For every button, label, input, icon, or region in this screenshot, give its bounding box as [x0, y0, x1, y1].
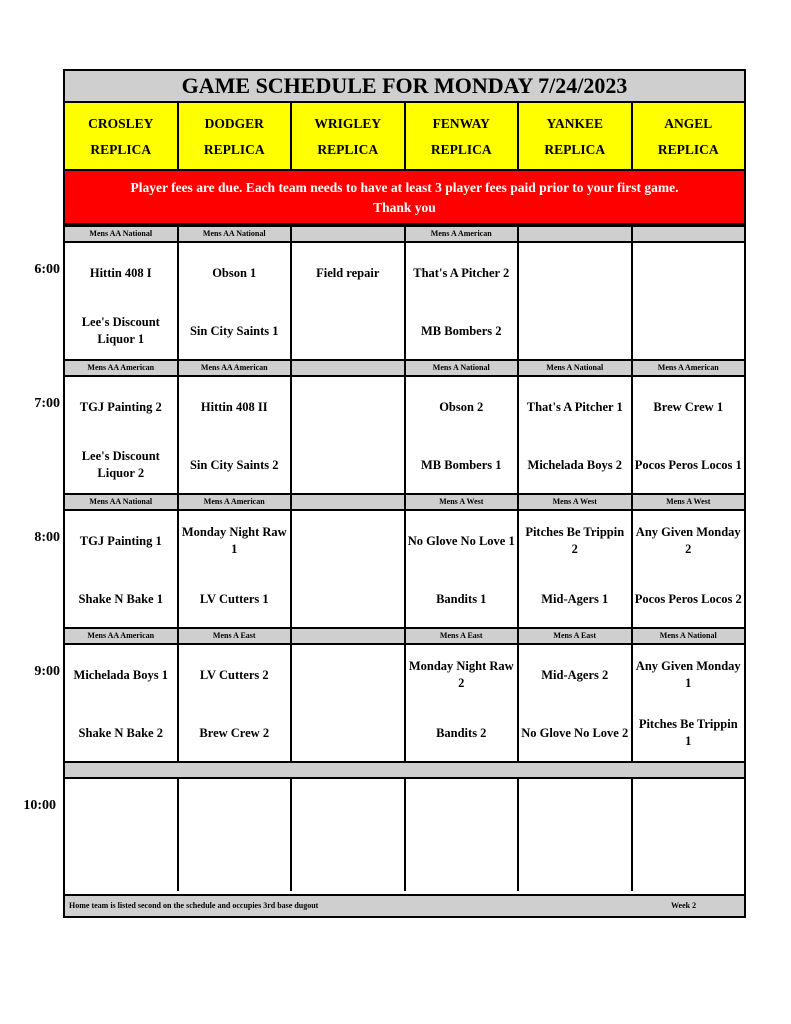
field-name: CROSLEY: [88, 116, 154, 131]
game-cell: [65, 243, 179, 359]
division-label: Mens A American: [406, 227, 520, 241]
away-team: Obson 2: [439, 399, 484, 414]
division-label: Mens A National: [406, 361, 520, 375]
field-subtitle: REPLICA: [430, 142, 492, 157]
away-team: Monday Night Raw 2: [408, 659, 514, 690]
home-team: Brew Crew 2: [199, 725, 270, 740]
games-row: [65, 645, 744, 761]
away-team: No Glove No Love 1: [407, 533, 515, 548]
home-team: [635, 311, 743, 351]
home-team: Mid-Agers 1: [541, 591, 609, 606]
away-team: Any Given Monday 2: [635, 525, 741, 556]
division-label: Mens AA National: [65, 495, 179, 509]
field-subtitle: REPLICA: [544, 142, 606, 157]
home-team: [521, 311, 629, 351]
away-team: TGJ Painting 1: [79, 533, 162, 548]
games-row: [65, 777, 744, 891]
away-team: Any Given Monday 1: [635, 659, 741, 690]
away-team: Field repair: [316, 265, 380, 280]
division-label: Mens AA American: [65, 629, 179, 643]
home-team: LV Cutters 1: [199, 591, 269, 606]
division-label: Mens A National: [659, 631, 717, 640]
schedule-sheet: [63, 69, 746, 918]
field-header-crosley: [65, 103, 179, 169]
game-cell: [406, 511, 520, 627]
division-label: [292, 495, 406, 509]
division-label: Mens A East: [406, 629, 520, 643]
away-team: [294, 787, 402, 827]
game-cell: [519, 377, 633, 493]
home-team: Bandits 1: [436, 591, 487, 606]
game-cell: [179, 511, 293, 627]
game-cell: [179, 377, 293, 493]
game-cell: [65, 511, 179, 627]
home-team: Sin City Saints 1: [189, 323, 279, 338]
division-label: [292, 361, 406, 375]
division-label: Mens AA National: [179, 227, 293, 241]
field-header-dodger: [179, 103, 293, 169]
home-team: [521, 845, 629, 885]
away-team: [181, 787, 289, 827]
game-cell: [519, 511, 633, 627]
time-label: 7:00: [34, 396, 60, 411]
game-cell: [519, 777, 633, 891]
away-team: [294, 521, 402, 561]
time-slot-row: [65, 627, 744, 761]
time-slot-row: [65, 359, 744, 493]
field-header-wrigley: [292, 103, 406, 169]
home-team: Lee's Discount Liquor 1: [81, 315, 160, 346]
game-cell: [292, 777, 406, 891]
home-team: Pocos Peros Locos 1: [634, 457, 742, 472]
away-team: Monday Night Raw 1: [181, 525, 287, 556]
home-team: Pitches Be Trippin 1: [638, 717, 738, 748]
game-cell: [292, 511, 406, 627]
division-label: Mens AA American: [65, 361, 179, 375]
away-team: Hittin 408 II: [200, 399, 268, 414]
division-bar: [65, 627, 744, 645]
division-label: Mens AA National: [65, 227, 179, 241]
fee-notice-line: Player fees are due. Each team needs to have at least 3 player fees paid prior to your first game.: [130, 180, 679, 195]
game-cell: [65, 777, 179, 891]
game-cell: [633, 377, 745, 493]
division-bar: [65, 359, 744, 377]
time-slot-row: [65, 777, 744, 891]
division-label: Mens A National: [519, 361, 633, 375]
field-name: WRIGLEY: [314, 116, 382, 131]
home-team: [181, 845, 289, 885]
home-team: MB Bombers 1: [420, 457, 502, 472]
division-label: Mens A American: [179, 495, 293, 509]
away-team: [67, 787, 175, 827]
time-slot-row: [65, 493, 744, 627]
game-cell: [519, 645, 633, 761]
game-cell: [179, 645, 293, 761]
division-bar: [65, 225, 744, 243]
division-label: Mens A West: [666, 497, 711, 506]
games-row: [65, 511, 744, 627]
game-cell: [633, 777, 745, 891]
away-team: Obson 1: [212, 265, 257, 280]
time-label: 10:00: [23, 798, 56, 813]
field-header-angel: [633, 103, 745, 169]
away-team: [521, 253, 629, 293]
fee-notice-thanks: Thank you: [373, 200, 436, 215]
away-team: Brew Crew 1: [653, 399, 724, 414]
field-subtitle: REPLICA: [317, 142, 379, 157]
home-team: [67, 845, 175, 885]
home-team: Pocos Peros Locos 2: [634, 591, 742, 606]
away-team: Mid-Agers 2: [541, 667, 609, 682]
field-header-row: [65, 103, 744, 171]
away-team: [635, 787, 743, 827]
home-team: [294, 445, 402, 485]
schedule-footer: [65, 894, 744, 916]
away-team: Michelada Boys 1: [73, 667, 168, 682]
away-team: [408, 787, 516, 827]
division-label: Mens A American: [657, 363, 719, 372]
away-team: That's A Pitcher 1: [526, 399, 623, 414]
division-bar: [65, 493, 744, 511]
fee-notice-banner: [65, 171, 744, 225]
division-label: [292, 629, 406, 643]
home-team: [294, 845, 402, 885]
home-team: Lee's Discount Liquor 2: [81, 449, 160, 480]
home-team: Bandits 2: [436, 725, 487, 740]
week-label: Week 2: [671, 901, 697, 910]
division-label: [292, 227, 406, 241]
game-cell: [292, 243, 406, 359]
schedule-title: GAME SCHEDULE FOR MONDAY 7/24/2023: [65, 71, 744, 103]
away-team: That's A Pitcher 2: [413, 265, 510, 280]
home-team: [635, 845, 743, 885]
game-cell: [633, 511, 745, 627]
division-label: Mens A West: [519, 495, 633, 509]
home-team-note: Home team is listed second on the schedule and occupies 3rd base dugout: [69, 901, 319, 910]
game-cell: [292, 645, 406, 761]
field-header-fenway: [406, 103, 520, 169]
home-team: [294, 579, 402, 619]
game-cell: [406, 645, 520, 761]
division-label: Mens AA American: [179, 361, 293, 375]
home-team: Michelada Boys 2: [527, 457, 622, 472]
division-label: [519, 227, 633, 241]
away-team: Hittin 408 I: [89, 265, 152, 280]
away-team: TGJ Painting 2: [79, 399, 162, 414]
division-label: [633, 227, 745, 241]
division-label: Mens A East: [179, 629, 293, 643]
away-team: Pitches Be Trippin 2: [525, 525, 625, 556]
game-cell: [633, 243, 745, 359]
home-team: [294, 311, 402, 351]
field-subtitle: REPLICA: [203, 142, 265, 157]
division-label: Mens A East: [519, 629, 633, 643]
away-team: [521, 787, 629, 827]
game-cell: [65, 377, 179, 493]
home-team: [408, 845, 516, 885]
division-label: Mens A West: [406, 495, 520, 509]
field-subtitle: REPLICA: [90, 142, 152, 157]
field-header-yankee: [519, 103, 633, 169]
game-cell: [406, 377, 520, 493]
home-team: MB Bombers 2: [420, 323, 502, 338]
time-label: 9:00: [34, 664, 60, 679]
game-cell: [179, 777, 293, 891]
field-name: DODGER: [204, 116, 264, 131]
field-name: ANGEL: [664, 116, 713, 131]
home-team: No Glove No Love 2: [521, 725, 629, 740]
home-team: Shake N Bake 2: [78, 725, 163, 740]
game-cell: [633, 645, 745, 761]
game-cell: [406, 243, 520, 359]
away-team: [294, 387, 402, 427]
home-team: Shake N Bake 1: [78, 591, 163, 606]
game-cell: [179, 243, 293, 359]
game-cell: [65, 645, 179, 761]
game-cell: [519, 243, 633, 359]
field-name: YANKEE: [546, 116, 604, 131]
field-name: FENWAY: [432, 116, 490, 131]
home-team: Sin City Saints 2: [189, 457, 279, 472]
time-slot-row: [65, 225, 744, 359]
away-team: LV Cutters 2: [199, 667, 269, 682]
game-cell: [406, 777, 520, 891]
games-row: [65, 243, 744, 359]
field-subtitle: REPLICA: [657, 142, 719, 157]
home-team: [294, 713, 402, 753]
games-row: [65, 377, 744, 493]
game-cell: [292, 377, 406, 493]
time-label: 8:00: [34, 530, 60, 545]
time-label: 6:00: [34, 262, 60, 277]
away-team: [294, 655, 402, 695]
away-team: [635, 253, 743, 293]
